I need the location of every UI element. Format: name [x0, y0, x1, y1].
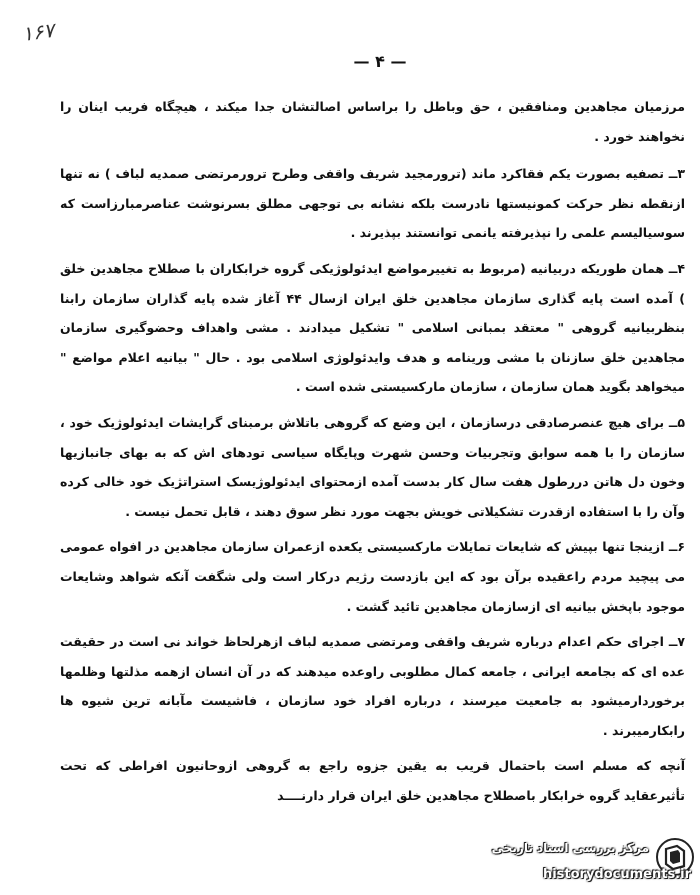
- paragraph-item-5: ۵ــ برای هیچ عنصرصادقی درسازمان ، این وضع که گروهی باتلاش برمبنای گرایشات ایدئولوژیک خود ، سازمان را با همه سوابق وتجربیات وحسن شهرت وپایگاه سیاسی تودهای اش که به بهای جانبازیها وخون دل هاتن دررطول هفت سال کار بدست آمده ازمحتوای ایدئولوژیسک استراتژیک خود خالی کرده وآن را با استفاده ازقدرت تشکیلاتی خویش بجهت مورد نظر سوق دهند ، قابل تحمل نیست .: [60, 414, 685, 519]
- paragraph-item-3: ۳ــ تصفیه بصورت یکم فقاکرد ماند (ترورمجید شریف واقفی وطرح ترورمرتضی صمدیه لباف ) نه تنها ازنقطه نظر حرکت کمونیستها نادرست بلکه نشانه بی توجهی مطلق بسرنوشت عناصرمبارزاست که سوسیالیسم علمی را نپذیرفته یانمی توانستند بپذیرند .: [60, 166, 685, 241]
- watermark-title: مرکز بررسی اسناد تاریخی: [491, 841, 649, 855]
- paragraph-closing: آنچه که مسلم است باحتمال قریب به یقین جزوه راجع به گروهی ازوحانیون افراطی که تحت تأثیرعقاید گروه خرابکار باصطلاح مجاهدین خلق ایران قرار دارنــــد: [60, 758, 685, 804]
- handwritten-page-note: ۱۶۷: [20, 17, 56, 47]
- document-body: [60, 92, 685, 817]
- paragraph-item-6: ۶ــ ازینجا تنها بپیش که شایعات تمایلات مارکسیستی یکعده ازعمران سازمان مجاهدین در افواه عمومی می پیچید مردم راعقیده برآن بود که این بازدست رژیم درکار است ولی شگفت آنکه شواهد وشایعات موجود باپخش بیانیه ای ازسازمان مجاهدین تائید گشت .: [60, 539, 685, 614]
- paragraph-intro: مرزمیان مجاهدین ومنافقین ، حق وباطل را براساس اصالتشان جدا میکند ، هیچگاه فریب اینان را نخواهند خورد .: [60, 99, 685, 144]
- paragraph-item-4: ۴ــ همان طوریکه دربیانیه (مربوط به تغییرمواضع ایدئولوژیکی گروه خرابکاران با صطلاح مجاهدین خلق ) آمده است پایه گذاری سازمان مجاهدین خلق ایران ازسال ۴۴ آغاز شده پایه گذاران سازمان رابنا بنظربیانیه گروهی " معتقد بمبانی اسلامی " تشکیل میدادند . مشی واهداف وحضوگیری سازمان مجاهدین خلق سازنان با مشی ورینامه و هدف وایدئولوژی اسلامی بود . حال " بیانیه اعلام مواضع " میخواهد بگوید همان سازمان ، سازمان مارکسیستی شده است .: [60, 260, 685, 395]
- watermark: [470, 835, 695, 893]
- paragraph-item-7: ۷ــ اجرای حکم اعدام درباره شریف واقفی ومرتضی صمدیه لباف ازهرلحاظ خواند نی است در حقیقت عده ای که بجامعه ایرانی ، جامعه کمال مطلوبی راوعده میدهند که در آن انسان ازهمه مذلتها وظلمها برخوردارمیشود به جامعیت میرسند ، درباره افراد خود سازمان ، فاشیست مآبانه ترین شیوه ها رابکارمیبرند .: [60, 634, 685, 738]
- page-number: — ۴ —: [353, 52, 407, 71]
- watermark-url: historydocuments.ir: [542, 867, 691, 882]
